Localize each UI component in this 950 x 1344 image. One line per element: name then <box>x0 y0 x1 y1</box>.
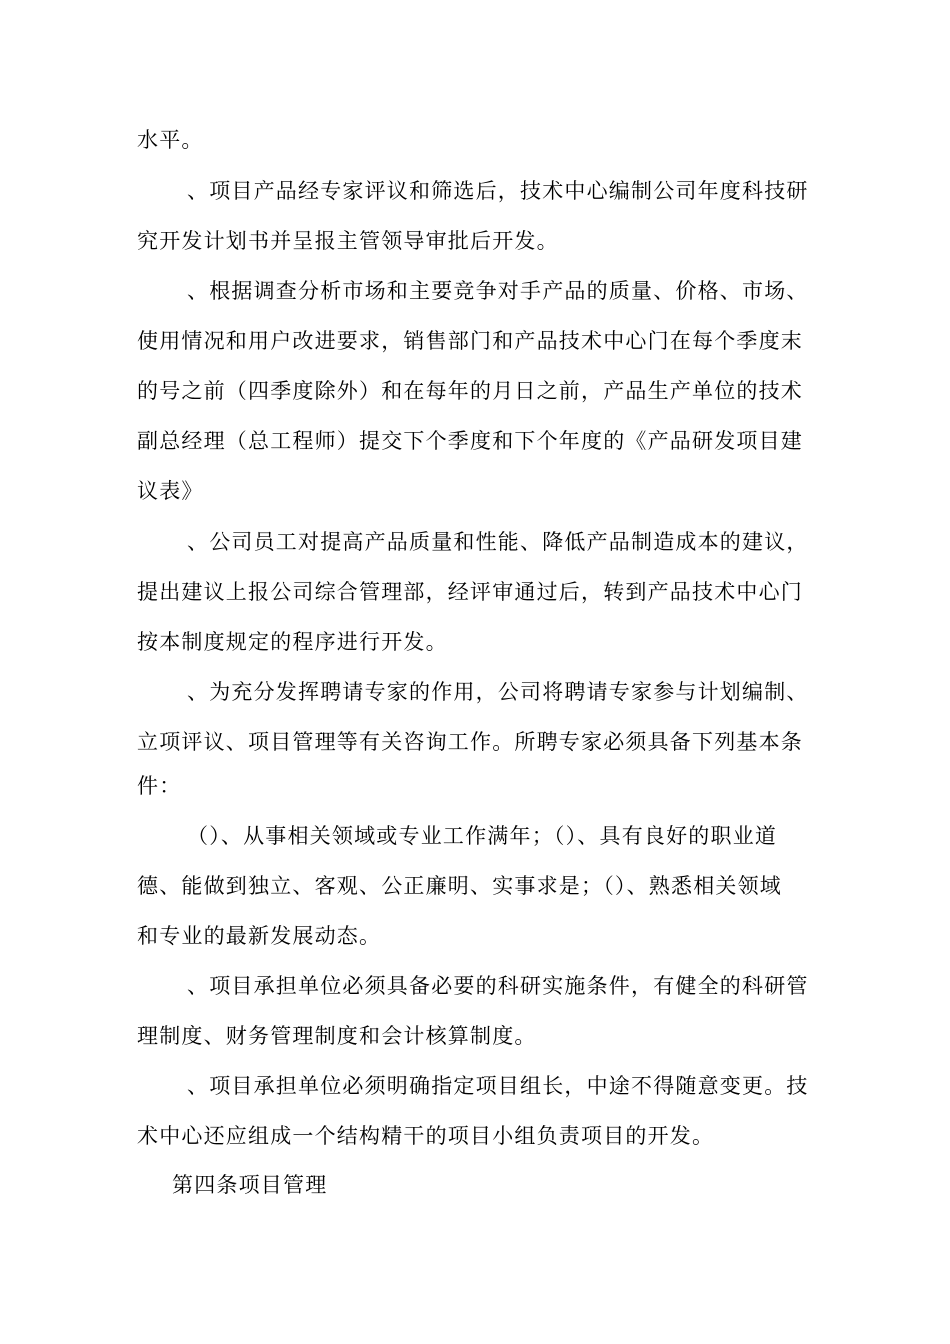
text-line: 、公司员工对提高产品质量和性能、降低产品制造成本的建议， <box>187 530 809 554</box>
text-line: 和专业的最新发展动态。 <box>137 924 382 948</box>
text-line: 德、能做到独立、客观、公正廉明、实事求是；（）、熟悉相关领域 <box>137 874 782 898</box>
text-line: 、为充分发挥聘请专家的作用，公司将聘请专家参与计划编制、 <box>187 680 809 704</box>
section-heading: 第四条项目管理 <box>172 1173 328 1197</box>
text-line: 立项评议、项目管理等有关咨询工作。所聘专家必须具备下列基本条 <box>137 730 803 754</box>
text-line: 术中心还应组成一个结构精干的项目小组负责项目的开发。 <box>137 1124 715 1148</box>
text-line: 件： <box>137 774 182 798</box>
text-line: 、根据调查分析市场和主要竞争对手产品的质量、价格、市场、 <box>187 279 809 303</box>
text-line: 、项目承担单位必须具备必要的科研实施条件，有健全的科研管 <box>187 974 809 998</box>
text-line: 提出建议上报公司综合管理部，经评审通过后，转到产品技术中心门 <box>137 580 803 604</box>
text-line: 议表》 <box>137 479 204 503</box>
text-line: 究开发计划书并呈报主管领导审批后开发。 <box>137 229 559 253</box>
text-line: 、项目产品经专家评议和筛选后，技术中心编制公司年度科技研 <box>187 179 809 203</box>
text-line: （）、从事相关领域或专业工作满年；（）、具有良好的职业道 <box>187 824 778 848</box>
text-line: 副总经理（总工程师）提交下个季度和下个年度的《产品研发项目建 <box>137 429 803 453</box>
text-line: 的号之前（四季度除外）和在每年的月日之前，产品生产单位的技术 <box>137 379 803 403</box>
text-line: 使用情况和用户改进要求，销售部门和产品技术中心门在每个季度末 <box>137 329 803 353</box>
text-line: 、项目承担单位必须明确指定项目组长，中途不得随意变更。技 <box>187 1074 809 1098</box>
text-line: 理制度、财务管理制度和会计核算制度。 <box>137 1024 537 1048</box>
text-line: 水平。 <box>137 128 204 152</box>
text-line: 按本制度规定的程序进行开发。 <box>137 630 448 654</box>
